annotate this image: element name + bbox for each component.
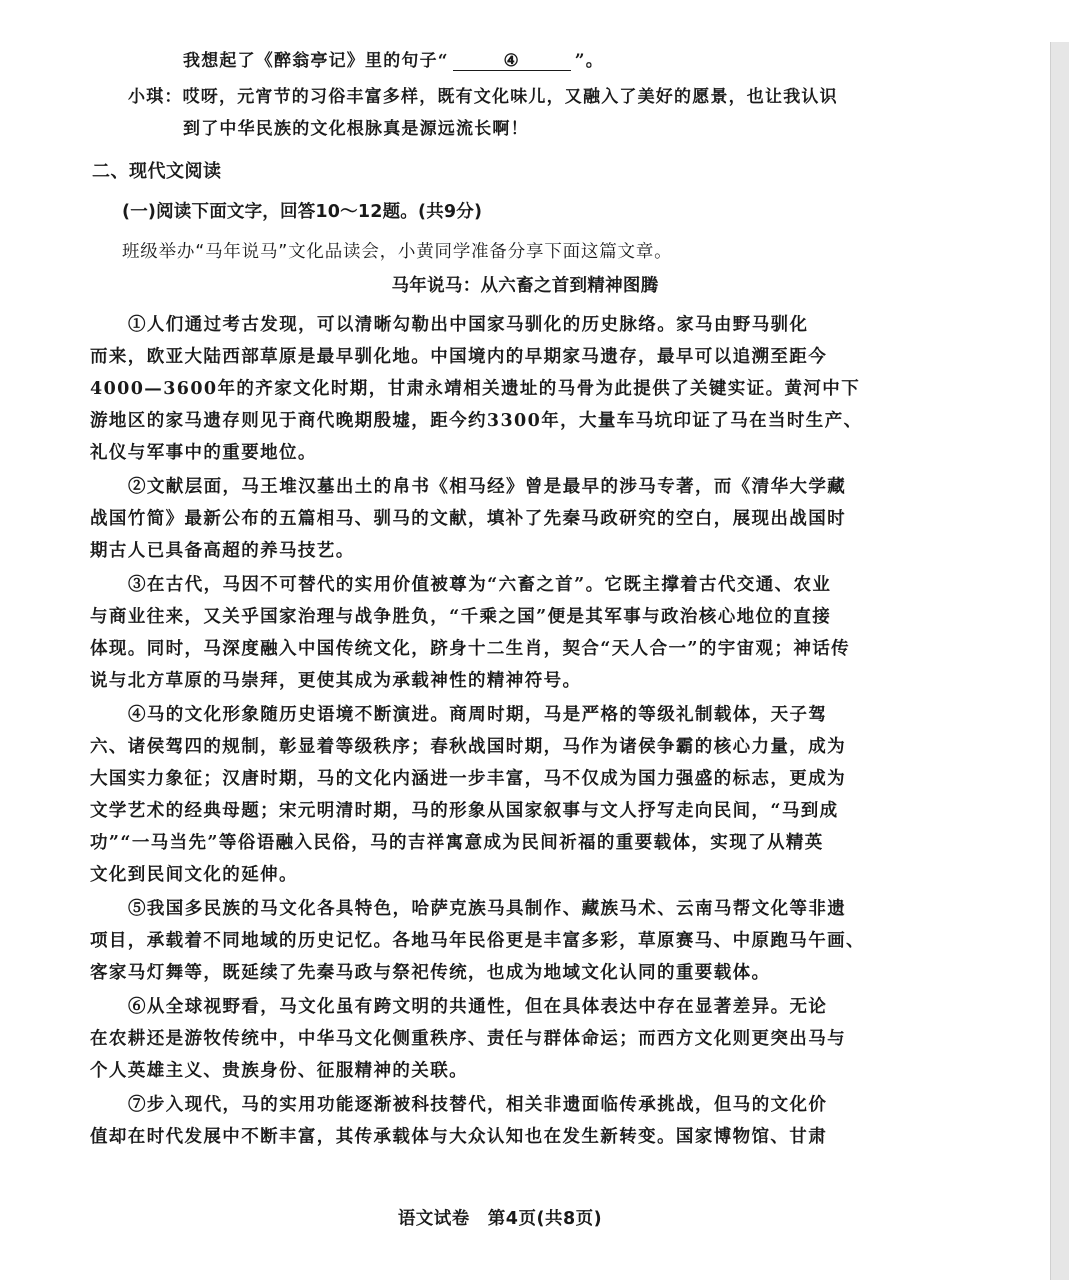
xiaoqi-line-1: 小琪：哎呀，元宵节的习俗丰富多样，既有文化味儿，又融入了美好的愿景，也让我认识 xyxy=(128,87,838,107)
article-line-8: 期古人已具备高超的养马技艺。 xyxy=(90,541,355,561)
dialogue-line-quote xyxy=(183,50,604,72)
article-line-14: 六、诸侯驾四的规制，彰显着等级秩序；春秋战国时期，马作为诸侯争霸的核心力量，成为 xyxy=(90,737,846,757)
page-edge-strip xyxy=(1050,42,1069,1280)
article-line-1: ①人们通过考古发现，可以清晰勾勒出中国家马驯化的历史脉络。家马由野马驯化 xyxy=(128,315,809,335)
xiaoqi-line-2: 到了中华民族的文化根脉真是源远流长啊！ xyxy=(183,119,529,139)
article-line-24: 个人英雄主义、贵族身份、征服精神的关联。 xyxy=(90,1061,468,1081)
answer-blank-4: ④ xyxy=(453,52,571,71)
section-intro: 班级举办“马年说马”文化品读会，小黄同学准备分享下面这篇文章。 xyxy=(122,242,673,262)
article-line-17: 功”“一马当先”等俗语融入民俗，马的吉祥寓意成为民间祈福的重要载体，实现了从精英 xyxy=(90,833,824,853)
section-subheading: (一)阅读下面文字，回答10～12题。(共9分) xyxy=(122,202,483,222)
article-line-13: ④马的文化形象随历史语境不断演进。商周时期，马是严格的等级礼制载体，天子驾 xyxy=(128,705,828,725)
article-line-18: 文化到民间文化的延伸。 xyxy=(90,865,298,885)
article-line-10: 与商业往来，又关乎国家治理与战争胜负，“千乘之国”便是其军事与政治核心地位的直接 xyxy=(90,607,832,627)
article-line-21: 客家马灯舞等，既延续了先秦马政与祭祀传统，也成为地域文化认同的重要载体。 xyxy=(90,963,771,983)
article-line-6: ②文献层面，马王堆汉墓出土的帛书《相马经》曾是最早的涉马专著，而《清华大学藏 xyxy=(128,477,847,497)
article-title: 马年说马：从六畜之首到精神图腾 xyxy=(391,276,659,296)
quote-end: ”。 xyxy=(574,51,604,71)
article-line-16: 文学艺术的经典母题；宋元明清时期，马的形象从国家叙事与文人抒写走向民间，“马到成 xyxy=(90,801,839,821)
article-line-4: 游地区的家马遗存则见于商代晚期殷墟，距今约3300年，大量车马坑印证了马在当时生产、 xyxy=(90,411,863,431)
article-line-9: ③在古代，马因不可替代的实用价值被尊为“六畜之首”。它既主撑着古代交通、农业 xyxy=(128,575,832,595)
article-line-11: 体现。同时，马深度融入中国传统文化，跻身十二生肖，契合“天人合一”的宇宙观；神话传 xyxy=(90,639,851,659)
article-line-5: 礼仪与军事中的重要地位。 xyxy=(90,443,317,463)
article-line-3: 4000—3600年的齐家文化时期，甘肃永靖相关遗址的马骨为此提供了关键实证。黄河中下 xyxy=(90,379,861,399)
article-line-23: 在农耕还是游牧传统中，中华马文化侧重秩序、责任与群体命运；而西方文化则更突出马与 xyxy=(90,1029,846,1049)
article-line-2: 而来，欧亚大陆西部草原是最早驯化地。中国境内的早期家马遗存，最早可以追溯至距今 xyxy=(90,347,828,367)
article-line-19: ⑤我国多民族的马文化各具特色，哈萨克族马具制作、藏族马术、云南马帮文化等非遗 xyxy=(128,899,847,919)
article-line-26: 值却在时代发展中不断丰富，其传承载体与大众认知也在发生新转变。国家博物馆、甘肃 xyxy=(90,1127,828,1147)
page-footer: 语文试卷 第4页(共8页) xyxy=(397,1209,603,1229)
article-line-7: 战国竹简》最新公布的五篇相马、驯马的文献，填补了先秦马政研究的空白，展现出战国时 xyxy=(90,509,846,529)
article-line-22: ⑥从全球视野看，马文化虽有跨文明的共通性，但在具体表达中存在显著差异。无论 xyxy=(128,997,828,1017)
article-line-25: ⑦步入现代，马的实用功能逐渐被科技替代，相关非遗面临传承挑战，但马的文化价 xyxy=(128,1095,828,1115)
article-line-15: 大国实力象征；汉唐时期，马的文化内涵进一步丰富，马不仅成为国力强盛的标志，更成为 xyxy=(90,769,846,789)
quote-intro: 我想起了《醉翁亭记》里的句子“ xyxy=(183,51,449,71)
article-line-20: 项目，承载着不同地域的历史记忆。各地马年民俗更是丰富多彩，草原赛马、中原跑马午画、 xyxy=(90,931,865,951)
article-line-12: 说与北方草原的马崇拜，更使其成为承载神性的精神符号。 xyxy=(90,671,582,691)
section-heading: 二、现代文阅读 xyxy=(92,161,222,182)
